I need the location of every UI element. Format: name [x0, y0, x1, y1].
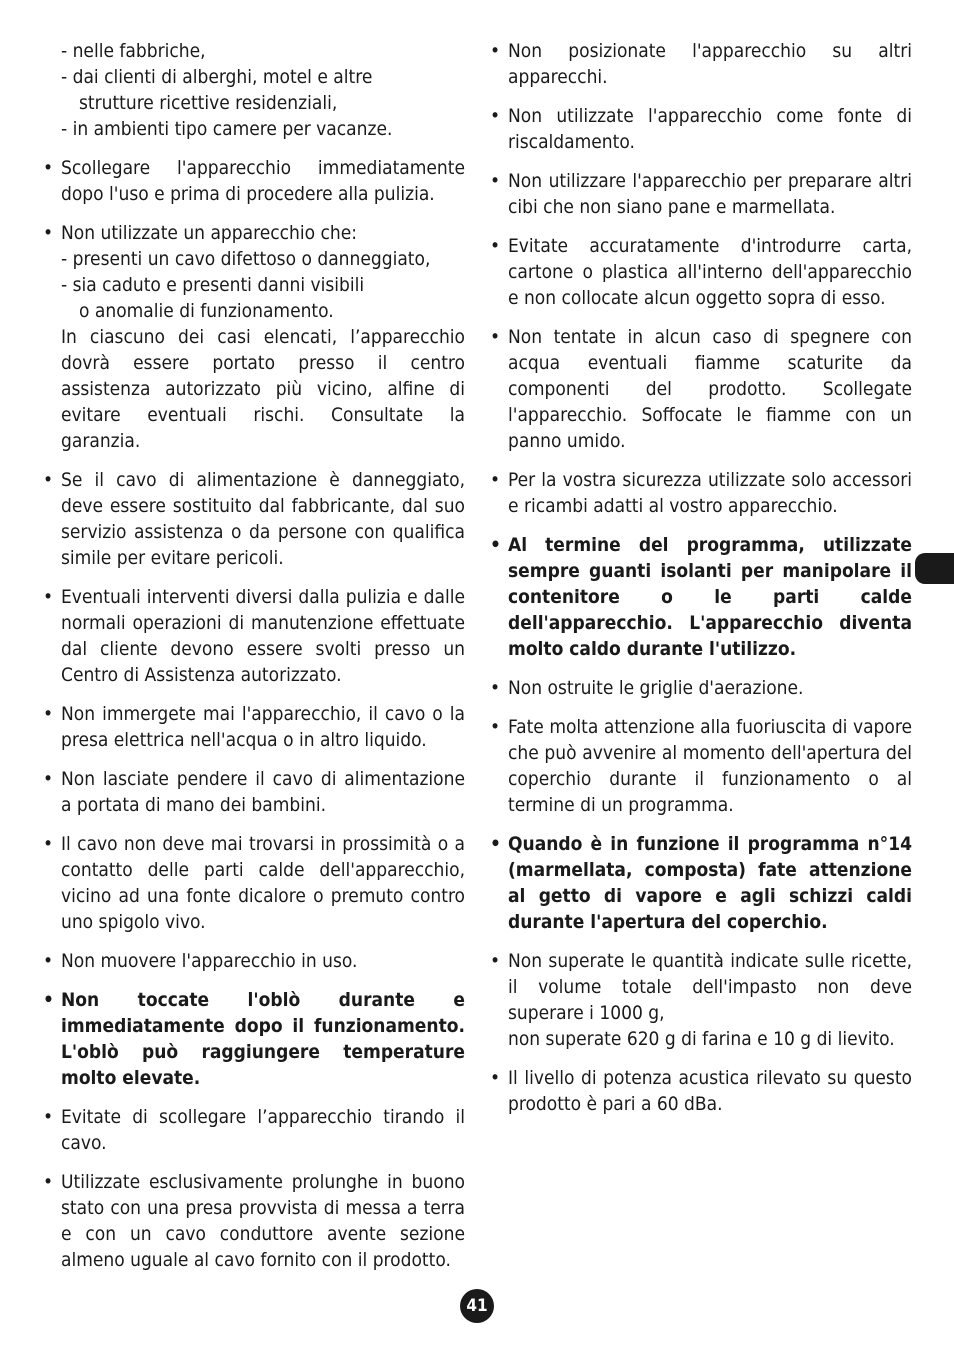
- bullet: •: [43, 833, 54, 855]
- bullet: •: [43, 1106, 54, 1128]
- dash-line: - sia caduto e presenti danni visibili: [61, 274, 365, 296]
- list-item: [43, 467, 465, 571]
- list-item-warning: [43, 987, 465, 1091]
- item-text: Non utilizzare l'apparecchio per preparare altri cibi che non siano pane e marmellata.: [508, 170, 912, 218]
- list-item: [43, 220, 465, 454]
- item-text: Non posizionate l'apparecchio su altri apparecchi.: [508, 40, 912, 88]
- item-text: Non immergete mai l'apparecchio, il cavo o la presa elettrica nell'acqua o in altro liquido.: [61, 703, 465, 751]
- bullet: •: [490, 677, 501, 699]
- bullet: •: [43, 768, 54, 790]
- item-text: Il livello di potenza acustica rilevato su questo prodotto è pari a 60 dBa.: [508, 1067, 912, 1115]
- bullet: •: [490, 170, 501, 192]
- list-item: [490, 1065, 912, 1117]
- item-text: Non ostruite le griglie d'aerazione.: [508, 677, 804, 699]
- item-text: Quando è in funzione il programma n°14 (marmellata, composta) fate attenzione al getto di vapore e agli schizzi caldi durante l'apertura del coperchio.: [508, 833, 912, 933]
- list-item: [490, 233, 912, 311]
- bullet: •: [490, 716, 501, 738]
- item-text: Se il cavo di alimentazione è danneggiato, deve essere sostituito dal fabbricante, dal suo servizio assistenza o da persone con qualifica simile per evitare pericoli.: [61, 469, 465, 569]
- item-text: Non utilizzate l'apparecchio come fonte di riscaldamento.: [508, 105, 912, 153]
- item-text: Al termine del programma, utilizzate sempre guanti isolanti per manipolare il contenitore o le parti calde dell'apparecchio. L'apparecchio diventa molto caldo durante l'utilizzo.: [508, 534, 912, 660]
- list-item: [43, 831, 465, 935]
- list-item-warning: [490, 831, 912, 935]
- list-item: [490, 948, 912, 1052]
- dash-line: strutture ricettive residenziali,: [79, 92, 338, 114]
- item-text: Non muovere l'apparecchio in uso.: [61, 950, 358, 972]
- item-text: Eventuali interventi diversi dalla pulizia e dalle normali operazioni di manutenzione effettuate dal cliente devono essere svolti presso un Centro di Assistenza autorizzato.: [61, 586, 465, 686]
- list-item: [490, 467, 912, 519]
- bullet: •: [43, 950, 54, 972]
- item-text: Non tentate in alcun caso di spegnere con acqua eventuali fiamme scaturite da componenti del prodotto. Scollegate l'apparecchio. Soffocate le fiamme con un panno umido.: [508, 326, 912, 452]
- bullet: •: [490, 40, 501, 62]
- list-item: [490, 38, 912, 90]
- item-text-after: In ciascuno dei casi elencati, l’apparecchio dovrà essere portato presso il centro assistenza autorizzato più vicino, alfine di evitare eventuali rischi. Consultate la garanzia.: [61, 326, 465, 452]
- bullet: •: [43, 989, 54, 1011]
- item-text-after: non superate 620 g di farina e 10 g di lievito.: [508, 1028, 895, 1050]
- list-item: [43, 701, 465, 753]
- list-item: [490, 103, 912, 155]
- dash-line: - in ambienti tipo camere per vacanze.: [61, 118, 393, 140]
- list-item: [43, 948, 465, 974]
- bullet: •: [490, 1067, 501, 1089]
- bullet: •: [490, 469, 501, 491]
- intro-dash-list: [43, 38, 465, 142]
- bullet: •: [43, 1171, 54, 1193]
- bullet: •: [43, 222, 54, 244]
- item-text: Utilizzate esclusivamente prolunghe in buono stato con una presa provvista di messa a terra e con un cavo conduttore avente sezione almeno uguale al cavo fornito con il prodotto.: [61, 1171, 465, 1271]
- dash-line: - presenti un cavo difettoso o danneggiato,: [61, 248, 431, 270]
- bullet: •: [43, 586, 54, 608]
- bullet: •: [490, 950, 501, 972]
- bullet: •: [490, 105, 501, 127]
- list-item: [43, 1104, 465, 1156]
- item-text: Evitate accuratamente d'introdurre carta, cartone o plastica all'interno dell'apparecchio e non collocate alcun oggetto sopra di esso.: [508, 235, 912, 309]
- dash-line: - nelle fabbriche,: [61, 40, 206, 62]
- item-text: Non lasciate pendere il cavo di alimentazione a portata di mano dei bambini.: [61, 768, 465, 816]
- left-column: [43, 38, 465, 1286]
- list-item: [490, 324, 912, 454]
- section-tab-marker: [915, 553, 954, 584]
- bullet: •: [490, 326, 501, 348]
- list-item: [43, 584, 465, 688]
- bullet: •: [43, 469, 54, 491]
- item-text: Il cavo non deve mai trovarsi in prossimità o a contatto delle parti calde dell'apparecchio, vicino ad una fonte dicalore o premuto contro uno spigolo vivo.: [61, 833, 465, 933]
- item-text: Non utilizzate un apparecchio che:: [61, 222, 358, 244]
- right-column: [490, 38, 912, 1130]
- bullet: •: [490, 534, 501, 556]
- bullet: •: [490, 833, 501, 855]
- list-item: [43, 155, 465, 207]
- bullet: •: [490, 235, 501, 257]
- item-text: Per la vostra sicurezza utilizzate solo accessori e ricambi adatti al vostro apparecchio.: [508, 469, 912, 517]
- dash-line: o anomalie di funzionamento.: [79, 300, 334, 322]
- list-item: [490, 675, 912, 701]
- item-text: Scollegare l'apparecchio immediatamente dopo l'uso e prima di procedere alla pulizia.: [61, 157, 465, 205]
- list-item: [43, 1169, 465, 1273]
- item-text: Evitate di scollegare l’apparecchio tirando il cavo.: [61, 1106, 465, 1154]
- item-text: Fate molta attenzione alla fuoriuscita di vapore che può avvenire al momento dell'apertura del coperchio durante il funzionamento o al termine di un programma.: [508, 716, 912, 816]
- item-text: Non toccate l'oblò durante e immediatamente dopo il funzionamento. L'oblò può raggiungere temperature molto elevate.: [61, 989, 465, 1089]
- list-item-warning: [490, 532, 912, 662]
- list-item: [490, 168, 912, 220]
- dash-line: - dai clienti di alberghi, motel e altre: [61, 66, 373, 88]
- page-number-badge: 41: [460, 1289, 494, 1323]
- item-text: Non superate le quantità indicate sulle ricette, il volume totale dell'impasto non deve superare i 1000 g,: [508, 950, 912, 1024]
- list-item: [43, 766, 465, 818]
- list-item: [490, 714, 912, 818]
- bullet: •: [43, 157, 54, 179]
- bullet: •: [43, 703, 54, 725]
